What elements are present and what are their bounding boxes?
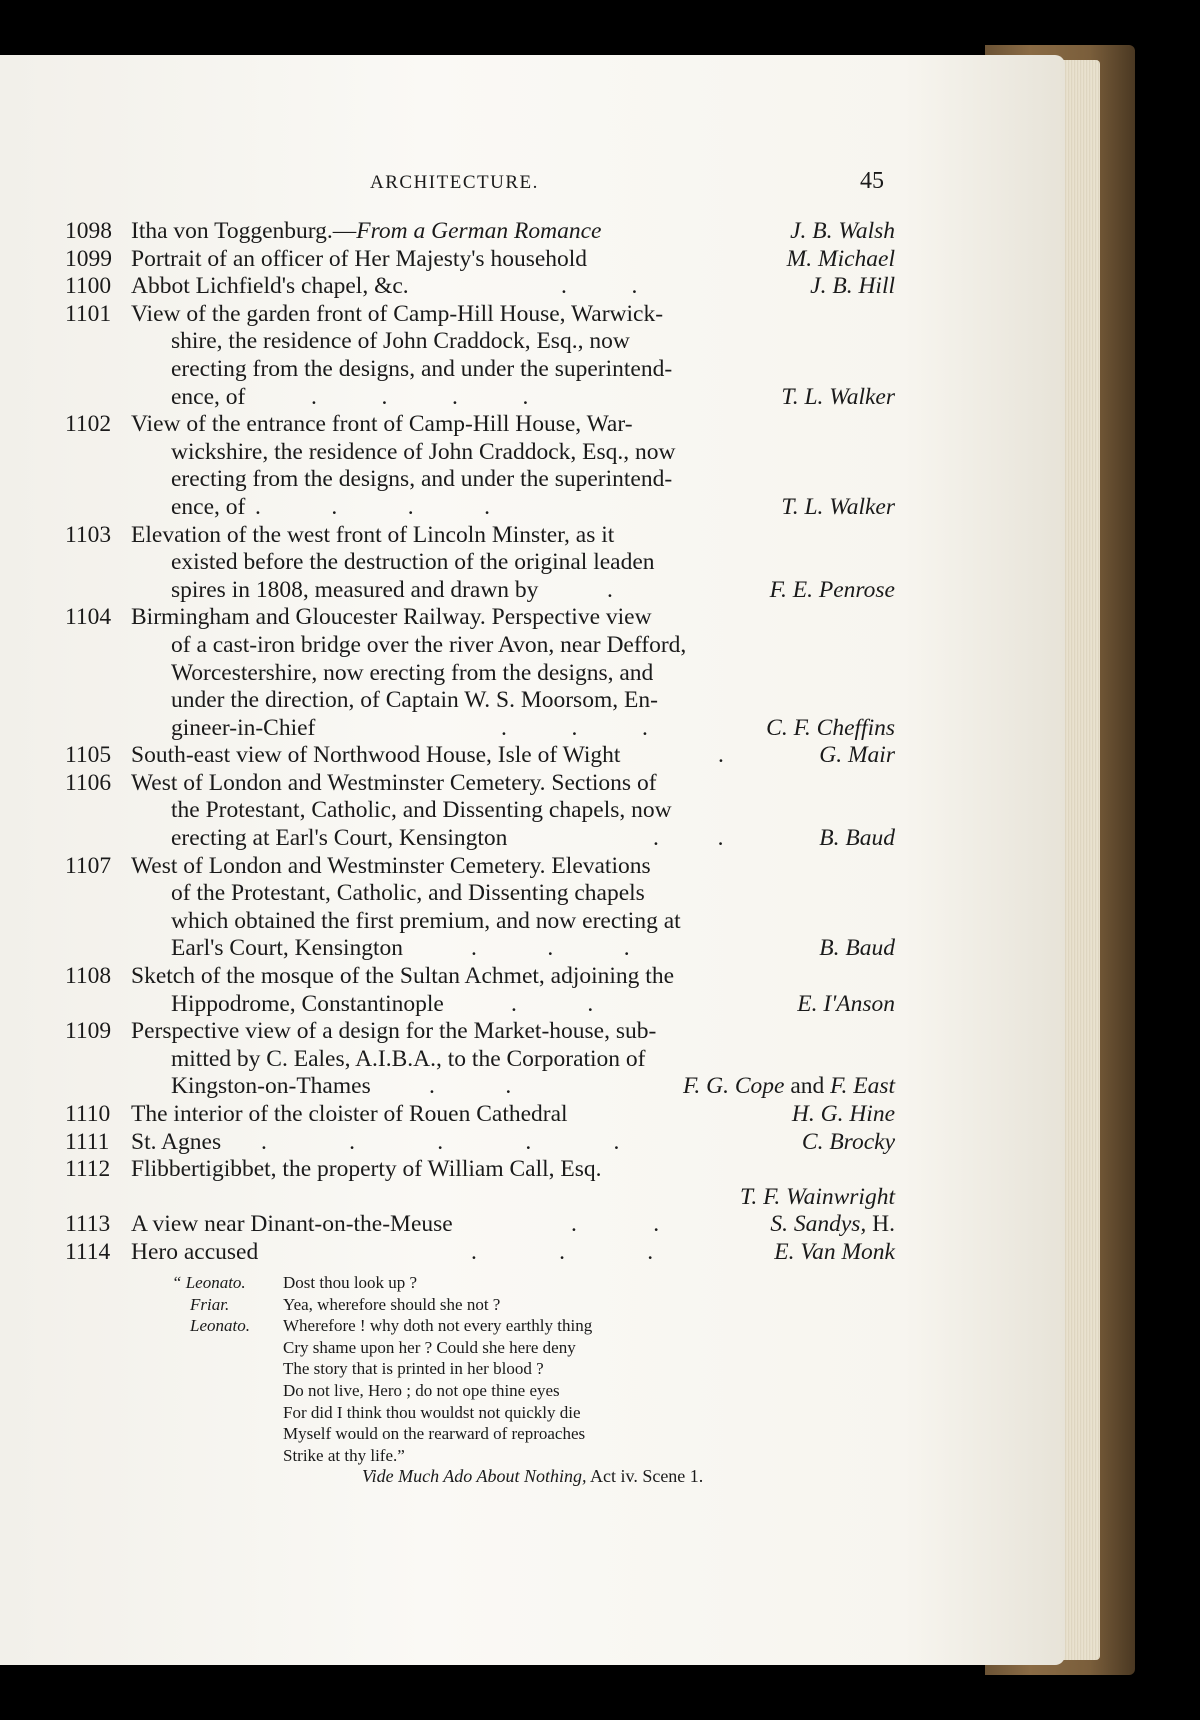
- catalogue-entry: [65, 1211, 895, 1239]
- quote-line: Wherefore ! why doth not every earthly thing: [283, 1316, 593, 1336]
- artist-name: H. G. Hine: [791, 1101, 895, 1127]
- entry-line: View of the entrance front of Camp-Hill House, War-: [131, 411, 633, 438]
- catalogue-entry: [65, 246, 895, 274]
- entry-line: of the Protestant, Catholic, and Dissenting chapels: [171, 880, 645, 907]
- artist-name: F. G. Cope: [683, 1073, 785, 1100]
- leader-dots: . . . . .: [261, 1128, 620, 1155]
- shakespeare-quotation: [172, 1272, 830, 1488]
- entry-title: Hero accused: [131, 1238, 259, 1265]
- artist-name: F. E. Penrose: [769, 576, 895, 603]
- entry-line: Hippodrome, Constantinople: [171, 990, 444, 1017]
- entry-number: 1101: [65, 300, 112, 327]
- entry-line: Worcestershire, now erecting from the designs, and: [171, 659, 654, 686]
- entry-line: Elevation of the west front of Lincoln Minster, as it: [131, 521, 615, 548]
- catalogue-entry: [65, 1239, 895, 1267]
- page-number: 45: [860, 168, 884, 194]
- catalogue-entry: [65, 963, 895, 1018]
- entry-line: the Protestant, Catholic, and Dissenting chapels, now: [171, 797, 672, 824]
- quote-source-title: Vide Much Ado About Nothing,: [362, 1466, 587, 1487]
- quote-line: Do not live, Hero ; do not ope thine eyes: [283, 1380, 560, 1400]
- artist-name: F. East: [830, 1073, 895, 1100]
- entry-line: existed before the destruction of the original leaden: [171, 549, 655, 576]
- artist-name: B. Baud: [819, 935, 895, 962]
- artist-name: E. I'Anson: [797, 990, 895, 1017]
- entry-line: West of London and Westminster Cemetery. Sections of: [131, 769, 657, 796]
- entry-line: ence, of: [171, 383, 246, 410]
- page-header: [0, 168, 1200, 202]
- entry-line: Perspective view of a design for the Market-house, sub-: [131, 1018, 657, 1045]
- catalogue-entries: [65, 218, 895, 1267]
- entry-line: shire, the residence of John Craddock, Esq., now: [171, 328, 630, 355]
- catalogue-entry: [65, 853, 895, 963]
- artist-name: T. L. Walker: [781, 383, 895, 410]
- entry-title: A view near Dinant-on-the-Meuse: [131, 1211, 453, 1238]
- leader-dots: . .: [561, 273, 638, 300]
- catalogue-entry: [65, 301, 895, 411]
- entry-title: The interior of the cloister of Rouen Cathedral: [131, 1101, 568, 1127]
- quote-line: For did I think thou wouldst not quickly die: [283, 1402, 581, 1422]
- leader-dots: . . . .: [255, 493, 490, 520]
- speaker-name: “ Leonato.: [172, 1273, 246, 1292]
- running-head: ARCHITECTURE.: [370, 172, 539, 193]
- leader-dots: . . .: [501, 714, 648, 741]
- entry-title: Portrait of an officer of Her Majesty's household: [131, 245, 588, 272]
- quote-line: The story that is printed in her blood ?: [283, 1359, 544, 1379]
- entry-line: Kingston-on-Thames: [171, 1073, 371, 1100]
- artist-name: C. Brocky: [801, 1128, 895, 1155]
- artist-initial: H.: [872, 1211, 895, 1238]
- artist-name: T. L. Walker: [781, 493, 895, 520]
- leader-dots: . . .: [471, 935, 630, 962]
- entry-line: of a cast-iron bridge over the river Avon, near Defford,: [171, 631, 687, 658]
- leader-dots: . .: [571, 1211, 660, 1238]
- artist-name: M. Michael: [786, 245, 895, 272]
- artist-name: T. F. Wainwright: [740, 1183, 895, 1210]
- entry-line: wickshire, the residence of John Craddock, Esq., now: [171, 438, 676, 465]
- entry-number: 1108: [65, 963, 112, 990]
- entry-line: erecting at Earl's Court, Kensington: [171, 825, 508, 852]
- leader-dots: . .: [429, 1073, 512, 1100]
- catalogue-entry: [65, 770, 895, 853]
- entry-line: erecting from the designs, and under the superintend-: [171, 466, 673, 493]
- entry-number: 1098: [65, 218, 112, 244]
- entry-title: Itha von Toggenburg.—: [131, 218, 357, 244]
- speaker-name: Leonato.: [190, 1316, 250, 1336]
- speaker-name: Friar.: [190, 1294, 230, 1314]
- catalogue-entry: [65, 1101, 895, 1129]
- entry-number: 1109: [65, 1018, 112, 1045]
- catalogue-entry: [65, 273, 895, 301]
- quote-line: Strike at thy life.”: [283, 1445, 405, 1465]
- catalogue-entry: [65, 604, 895, 742]
- entry-number: 1103: [65, 521, 112, 548]
- entry-title-italic: From a German Romance: [356, 218, 602, 244]
- artist-conjunction: and: [790, 1073, 825, 1100]
- entry-line: West of London and Westminster Cemetery. Elevations: [131, 852, 651, 879]
- artist-name: S. Sandys,: [770, 1211, 867, 1238]
- entry-line: Birmingham and Gloucester Railway. Perspective view: [131, 604, 652, 631]
- entry-line: erecting from the designs, and under the superintend-: [171, 355, 673, 382]
- entry-number: 1113: [65, 1211, 111, 1238]
- entry-number: 1107: [65, 852, 112, 879]
- quote-line: Myself would on the rearward of reproaches: [283, 1424, 586, 1444]
- quote-source-act: Act iv. Scene 1.: [590, 1466, 704, 1487]
- entry-line: under the direction, of Captain W. S. Moorsom, En-: [171, 687, 658, 714]
- artist-name: B. Baud: [819, 825, 895, 852]
- entry-line: Earl's Court, Kensington: [171, 935, 404, 962]
- entry-number: 1112: [65, 1156, 111, 1183]
- entry-line: View of the garden front of Camp-Hill House, Warwick-: [131, 300, 664, 327]
- entry-number: 1105: [65, 742, 112, 769]
- entry-number: 1100: [65, 273, 112, 300]
- entry-title: Abbot Lichfield's chapel, &c.: [131, 273, 409, 300]
- leader-dots: .: [607, 576, 613, 603]
- entry-line: gineer-in-Chief: [171, 714, 316, 741]
- entry-title: St. Agnes: [131, 1128, 222, 1155]
- quote-line: Cry shame upon her ? Could she here deny: [283, 1337, 576, 1357]
- leader-dots: .: [718, 742, 724, 769]
- catalogue-entry: [65, 742, 895, 770]
- entry-line: spires in 1808, measured and drawn by: [171, 576, 539, 603]
- entry-number: 1110: [65, 1101, 111, 1127]
- artist-name: J. B. Walsh: [790, 218, 895, 244]
- entry-number: 1104: [65, 604, 112, 631]
- catalogue-entry: [65, 218, 895, 246]
- catalogue-entry: [65, 1156, 895, 1211]
- entry-number: 1111: [65, 1128, 110, 1155]
- catalogue-entry: [65, 411, 895, 521]
- catalogue-entry: [65, 1018, 895, 1101]
- entry-line: ence, of: [171, 493, 246, 520]
- leader-dots: . .: [653, 825, 724, 852]
- leader-dots: . . . .: [311, 383, 529, 410]
- artist-name: C. F. Cheffins: [766, 714, 895, 741]
- entry-number: 1102: [65, 411, 112, 438]
- entry-line: mitted by C. Eales, A.I.B.A., to the Corporation of: [171, 1045, 646, 1072]
- leader-dots: . .: [511, 990, 594, 1017]
- quote-line: Dost thou look up ?: [283, 1273, 418, 1292]
- entry-number: 1106: [65, 769, 112, 796]
- catalogue-entry: [65, 522, 895, 605]
- artist-name: J. B. Hill: [810, 273, 895, 300]
- entry-line: which obtained the first premium, and now erecting at: [171, 907, 681, 934]
- entry-title: Flibbertigibbet, the property of William Call, Esq.: [131, 1156, 602, 1183]
- entry-title: South-east view of Northwood House, Isle of Wight: [131, 742, 621, 769]
- leader-dots: . . .: [471, 1238, 654, 1265]
- entry-number: 1099: [65, 245, 112, 272]
- entry-number: 1114: [65, 1238, 111, 1265]
- entry-line: Sketch of the mosque of the Sultan Achmet, adjoining the: [131, 963, 675, 990]
- quote-source: [190, 1466, 830, 1488]
- artist-name-pair: [683, 1073, 895, 1101]
- artist-name-group: [770, 1211, 895, 1239]
- catalogue-entry: [65, 1129, 895, 1157]
- artist-name: G. Mair: [819, 742, 895, 769]
- quote-line: Yea, wherefore should she not ?: [283, 1294, 501, 1314]
- artist-name: E. Van Monk: [774, 1238, 895, 1265]
